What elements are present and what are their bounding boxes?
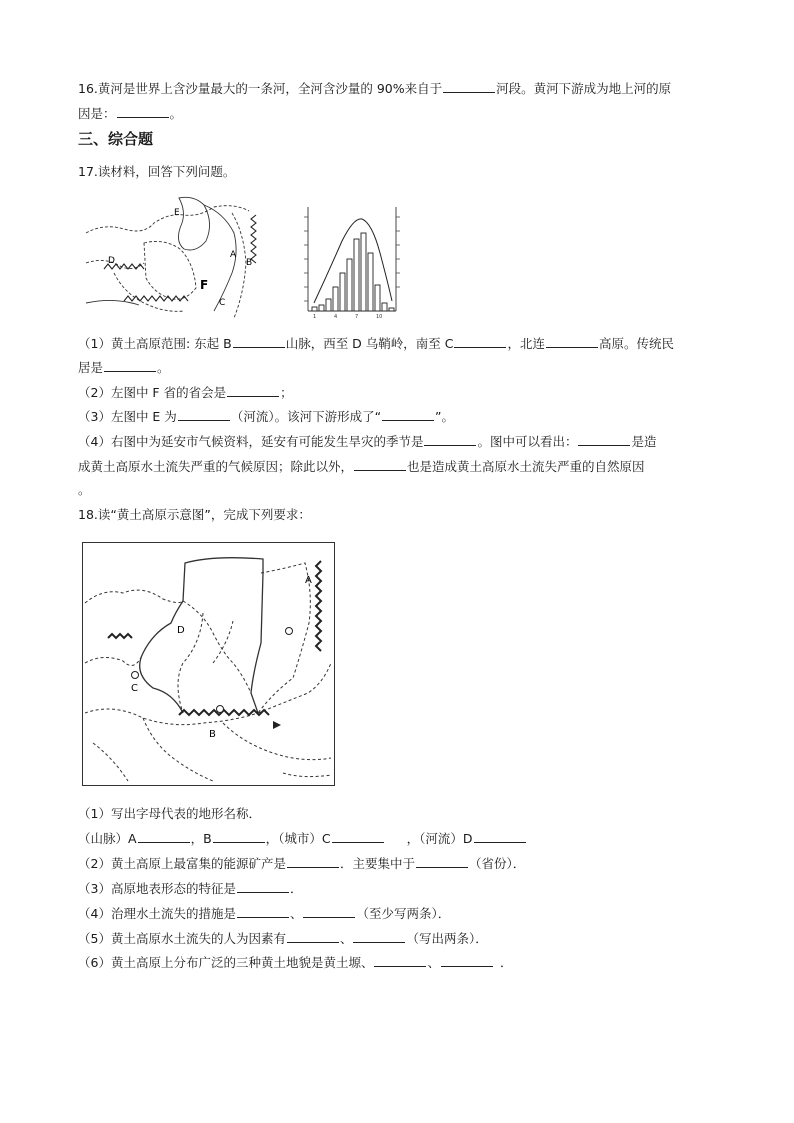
chart-tick: 4 <box>334 314 338 320</box>
q18-intro: 18.读“黄土高原示意图”，完成下列要求： <box>78 507 311 522</box>
q17-4-blank-climate[interactable] <box>578 432 630 446</box>
q18-sub-1: （1）写出字母代表的地形名称． <box>78 806 261 821</box>
q17-3-blank-river[interactable] <box>178 407 230 421</box>
q17-1-blank-c[interactable] <box>454 334 506 348</box>
q16-blank-2[interactable] <box>117 104 169 118</box>
precip-bar <box>326 299 331 311</box>
q18-3-blank[interactable] <box>237 879 289 893</box>
q18-map-label-c: C <box>131 683 138 694</box>
mountain-b-symbol <box>179 710 269 715</box>
q17-intro: 17.读材料，回答下列问题。 <box>78 164 236 179</box>
q17-sub-4-line-1: （4）右图中为延安市气候资料，延安有可能发生旱灾的季节是 。图中可以看出： 是造 <box>78 434 657 449</box>
q17-1-blank-north[interactable] <box>546 334 598 348</box>
q16-blank-1[interactable] <box>443 79 495 93</box>
precip-bar <box>333 287 338 311</box>
section-title: 三、综合题 <box>78 130 154 148</box>
q17-1-blank-house[interactable] <box>104 358 156 372</box>
q17-2-blank[interactable] <box>227 383 279 397</box>
precip-bar <box>389 308 394 311</box>
q18-1-blank-b[interactable] <box>213 829 265 843</box>
precip-bar <box>375 285 380 311</box>
yellow-river-line <box>183 558 263 713</box>
yellow-river-upper <box>140 601 183 713</box>
precip-bar <box>354 239 359 311</box>
precip-bar <box>347 259 352 311</box>
chart-tick: 10 <box>376 314 383 320</box>
city-marker <box>286 628 293 635</box>
q17-sub-1-line-1: （1）黄土高原范围: 东起 B 山脉，西至 D 乌鞘岭，南至 C ，北连 高原。传统民 <box>78 336 674 351</box>
q18-map-label-d: D <box>177 625 185 636</box>
q18-1-blank-d[interactable] <box>474 829 526 843</box>
q17-sub-4-line-3: 。 <box>78 482 91 497</box>
q18-6-blank-1[interactable] <box>374 953 426 967</box>
q16-line-2: 因是： 。 <box>78 106 183 121</box>
precip-bar <box>340 273 345 311</box>
q17-map-label-f: F <box>200 278 209 292</box>
q18-4-blank-2[interactable] <box>303 904 355 918</box>
q18-2-blank-energy[interactable] <box>287 854 339 868</box>
q17-climate-chart <box>298 203 406 321</box>
mountain-b-arrow <box>273 721 281 729</box>
q18-map-drawing <box>83 543 333 784</box>
mountain-d-symbol <box>108 634 132 638</box>
precip-bar <box>319 305 324 311</box>
q18-map-label-a: A <box>305 575 312 586</box>
q18-5-blank-1[interactable] <box>287 929 339 943</box>
precip-bar <box>312 307 317 311</box>
q18-sub-4: （4）治理水土流失的措施是 、 （至少写两条）． <box>78 906 451 921</box>
q17-4-blank-natural[interactable] <box>354 457 406 471</box>
q18-5-blank-2[interactable] <box>353 929 405 943</box>
precip-bar <box>382 303 387 311</box>
q17-sub-2: （2）左图中 F 省的省会是 ； <box>78 385 293 400</box>
q17-4-blank-season[interactable] <box>424 432 476 446</box>
city-marker <box>217 706 224 713</box>
q18-sub-6: （6）黄土高原上分布广泛的三种黄土地貌是黄土塬、 、 ． <box>78 955 513 970</box>
q17-sub-1-line-2: 居是 。 <box>78 360 170 375</box>
q16-line-1: 16.黄河是世界上含沙量最大的一条河，全河含沙量的 90%来自于 河段。黄河下游成为地上河的原 <box>78 81 672 96</box>
q18-4-blank-1[interactable] <box>237 904 289 918</box>
q17-map-label-c: C <box>219 298 226 308</box>
precip-bar <box>361 233 366 311</box>
q18-sub-2: （2）黄土高原上最富集的能源矿产是 ．主要集中于 （省份）． <box>78 856 526 871</box>
q18-2-blank-province[interactable] <box>416 854 468 868</box>
chart-tick: 7 <box>355 314 359 320</box>
q18-sub-3: （3）高原地表形态的特征是 ． <box>78 881 303 896</box>
q17-sub-4-line-2: 成黄土高原水土流失严重的气候原因；除此以外， 也是造成黄土高原水土流失严重的自然原因 <box>78 459 645 474</box>
q18-sub-5: （5）黄土高原水土流失的人为因素有 、 （写出两条）． <box>78 931 488 946</box>
q17-sub-3: （3）左图中 E 为 （河流）。该河下游形成了“ ”。 <box>78 409 455 424</box>
q17-left-map <box>84 193 274 327</box>
q18-1-blank-c[interactable] <box>332 829 384 843</box>
q17-map-label-b: B <box>246 258 253 268</box>
q18-loess-plateau-map <box>82 542 335 786</box>
q17-1-blank-b[interactable] <box>233 334 285 348</box>
q17-map-label-d: D <box>108 256 115 266</box>
city-c-marker <box>132 672 139 679</box>
chart-tick: 1 <box>313 314 317 320</box>
precip-bar <box>368 253 373 311</box>
q17-map-label-e: E <box>174 208 180 218</box>
q18-1-blank-a[interactable] <box>138 829 190 843</box>
q18-map-label-b: B <box>209 729 216 740</box>
q17-3-blank-form[interactable] <box>382 407 434 421</box>
q18-sub-1-answers: （山脉）A ，B ，（城市）C ，（河流）D <box>78 829 527 848</box>
q18-6-blank-2[interactable] <box>441 953 493 967</box>
q17-map-label-a: A <box>230 250 237 260</box>
mountain-a-symbol <box>316 561 321 651</box>
